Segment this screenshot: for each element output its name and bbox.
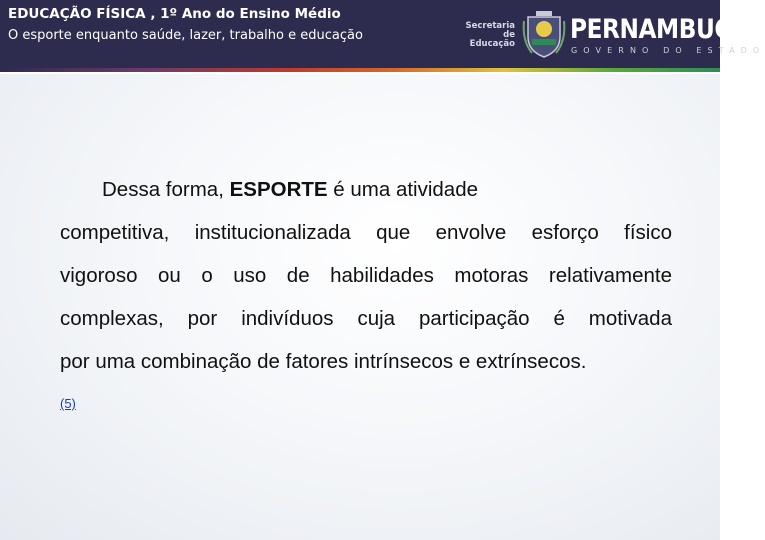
keyword-esporte: ESPORTE bbox=[229, 178, 328, 201]
header-bar bbox=[0, 0, 765, 68]
paragraph-line-2: competitiva, institucionalizada que envolve esforço físico bbox=[60, 221, 672, 244]
paragraph-line-3: vigoroso ou o uso de habilidades motoras relativamente bbox=[60, 264, 672, 287]
reference-link[interactable]: (5) bbox=[60, 396, 76, 411]
secretaria-label bbox=[455, 22, 515, 49]
slide-course-subtitle: O esporte enquanto saúde, lazer, trabalho e educação bbox=[8, 28, 363, 43]
slide-course-title: EDUCAÇÃO FÍSICA , 1º Ano do Ensino Médio bbox=[8, 6, 341, 22]
line-1-suffix: é uma atividade bbox=[327, 178, 479, 201]
paragraph-line-1 bbox=[102, 178, 478, 202]
secretaria-line-1: Secretaria de bbox=[465, 21, 515, 40]
paragraph-line-4: complexas, por indivíduos cuja participação é motivada bbox=[60, 307, 672, 330]
header-divider bbox=[0, 72, 720, 74]
line-1-prefix: Dessa forma, bbox=[102, 178, 230, 201]
government-label: GOVERNO DO ESTADO bbox=[571, 46, 765, 55]
paragraph-line-5: por uma combinação de fatores intrínsecos e extrínsecos. bbox=[60, 350, 587, 373]
coat-of-arms-icon bbox=[522, 11, 566, 59]
secretaria-line-2: Educação bbox=[469, 39, 515, 49]
state-name-logo: PERNAMBUCO bbox=[570, 14, 751, 45]
